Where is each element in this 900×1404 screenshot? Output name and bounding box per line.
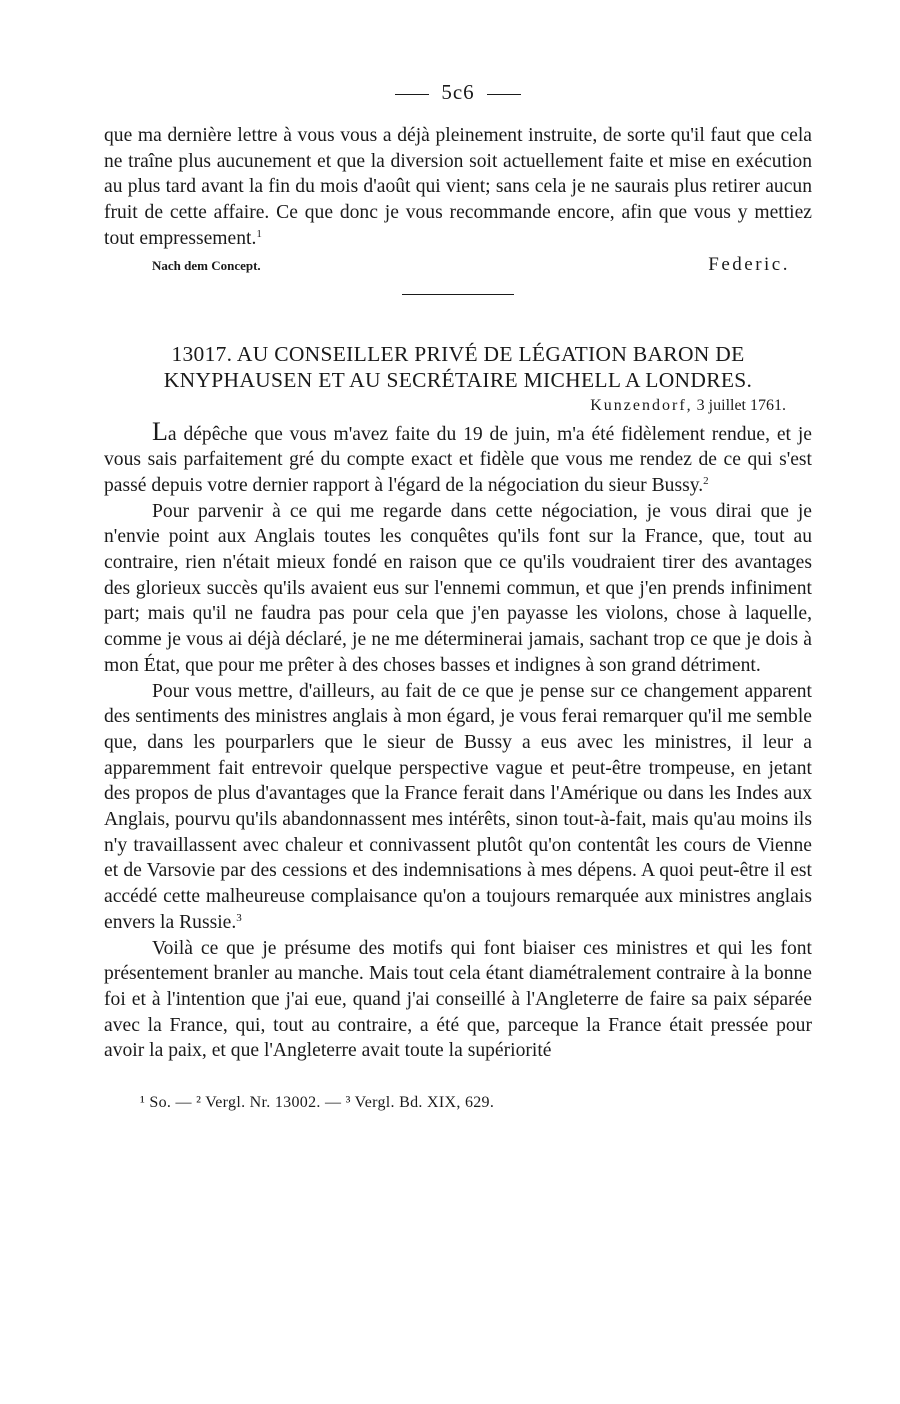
footnote-ref: 1	[256, 227, 262, 240]
body-paragraph-2: Pour parvenir à ce qui me regarde dans cette négociation, je vous dirai que je n'envie point aux Anglais toutes les conquêtes qu'ils font sur la France, que, tout au contraire, rien n'était mieux fondé en raison que ce qu'ils voudraient tirer des avantages des glorieux succès qu'ils avaient eus sur l'ennemi commun, et que j'en prends infiniment part; mais qu'il ne faudra pas pour cela que j'en payasse les violons, chose à laquelle, comme je vous ai déjà déclaré, je ne me déterminerai jamais, sachant trop ce que je dois à mon État, que pour me prêter à des choses basses et indignes à son grand détriment.	[104, 500, 812, 676]
dateline	[104, 397, 786, 415]
body-paragraph-1	[104, 416, 812, 499]
letter-number: 13017.	[171, 341, 233, 366]
body-paragraph-3-text: Pour vous mettre, d'ailleurs, au fait de ce que je pense sur ce changement apparent des sentiments des ministres anglais à mon égard, je vous ferai remarquer qu'il me semble que, dans les pourparlers que le sieur de Bussy a eus avec les ministres, il leur a apparemment fait entrevoir quelque perspective vague et peut-être trompeuse, en jetant des propos de plus d'avantages que la France ferait dans l'Amérique ou dans les Indes aux Anglais, pourvu qu'ils abandonnassent mes intérêts, sinon tout-à-fait, mais qu'au moins ils n'y travaillassent avec chaleur et connivassent plutôt qu'on contentât les cours de Vienne et de Varsovie par des cessions et des indemnisations à mes dépens. A quoi peut-être il est accédé cette malheureuse complaisance qu'on a toujours remarquée aux ministres anglais envers la Russie.	[104, 680, 812, 933]
page-number-dash-right	[487, 94, 521, 95]
continuation-paragraph-text: que ma dernière lettre à vous vous a déjà pleinement instruite, de sorte qu'il faut que cela ne traîne plus aucunement et que la diversion soit actuellement faite et mise en exécution au plus tard avant la fin du mois d'août qui vient; sans cela je ne saurais plus retirer aucun fruit de cette affaire. Ce que donc je vous recommande encore, afin que vous y mettiez tout empressement.	[104, 125, 812, 249]
body-paragraph-4: Voilà ce que je présume des motifs qui font biaiser ces ministres et qui les font présentement branler au manche. Mais tout cela étant diamétralement contraire à la bonne foi et à l'intention que j'ai eue, quand j'ai conseillé à l'Angleterre de faire sa paix séparée avec la France, qui, tout au contraire, a été que, parceque la France était pressée pour avoir la paix, et que l'Angleterre avait toute la supériorité	[104, 937, 812, 1062]
initial-letter: L	[152, 416, 168, 446]
body-paragraph-1-text: a dépêche que vous m'avez faite du 19 de juin, m'a été fidèlement rendue, et je vous sais parfaitement gré du compte exact et fidèle que vous me rendez de ce qui s'est passé depuis votre dernier rapport à l'égard de la négociation du sieur Bussy.	[104, 423, 812, 496]
source-note: Nach dem Concept.	[152, 257, 261, 273]
page-number-dash-left	[395, 94, 429, 95]
body-paragraph-3	[104, 679, 812, 936]
footnote-ref: 3	[236, 911, 242, 924]
continuation-paragraph	[104, 123, 812, 252]
page-number	[104, 80, 812, 105]
footnotes: ¹ So. — ² Vergl. Nr. 13002. — ³ Vergl. Bd. XIX, 629.	[140, 1094, 495, 1112]
letter-heading	[104, 341, 812, 393]
page-number-text: 5c6	[441, 80, 475, 104]
footnote-ref: 2	[703, 474, 709, 487]
dateline-place: Kunzendorf,	[590, 396, 693, 414]
dateline-date: 3 juillet 1761.	[696, 396, 786, 414]
letter-title: AU CONSEILLER PRIVÉ DE LÉGATION BARON DE KNYPHAUSEN ET AU SECRÉTAIRE MICHELL A LONDRES.	[163, 341, 753, 392]
signature-row	[104, 254, 812, 276]
section-divider	[402, 294, 514, 295]
page	[104, 80, 812, 1112]
signature: Federic.	[708, 253, 790, 275]
